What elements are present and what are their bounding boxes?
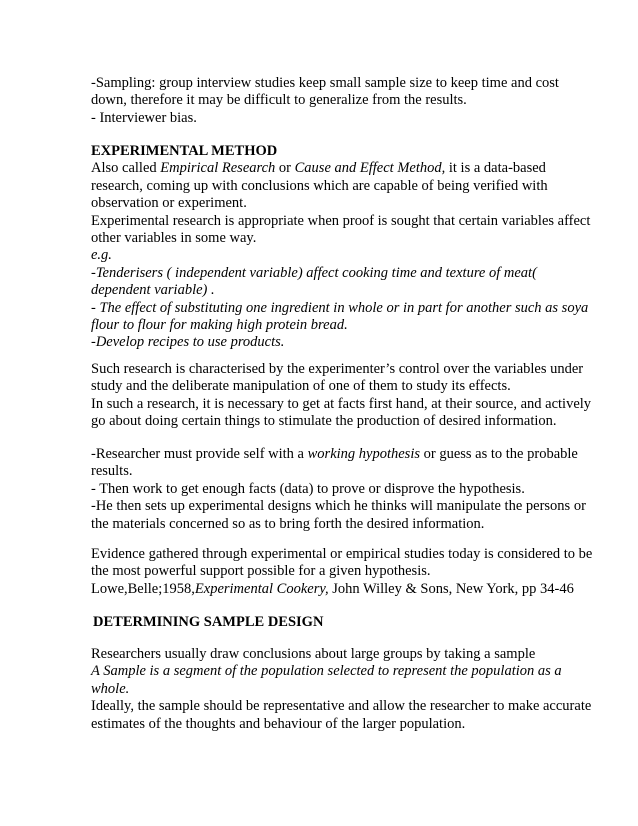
text-line: Experimental research is appropriate when proof is sought that certain variables affect: [91, 212, 591, 229]
text-line: the most powerful support possible for a given hypothesis.: [91, 563, 431, 580]
reference-title: Experimental Cookery,: [194, 580, 329, 597]
text-line: down, therefore it may be difficult to generalize from the results.: [91, 92, 467, 109]
text-line: In such a research, it is necessary to get at facts first hand, at their source, and actively: [91, 395, 592, 412]
emphasis-text: Cause and Effect Method,: [294, 160, 446, 177]
text-line: estimates of the thoughts and behaviour of the larger population.: [91, 715, 466, 732]
text-line: go about doing certain things to stimulate the production of desired information.: [91, 413, 557, 430]
text-line: other variables in some way.: [91, 229, 257, 246]
text-line: Such research is characterised by the experimenter’s control over the variables under: [91, 361, 584, 377]
section-heading: DETERMINING SAMPLE DESIGN: [93, 614, 324, 630]
emphasis-text: Empirical Research: [160, 160, 276, 177]
text-line: [91, 160, 611, 177]
example-line: - The effect of substituting one ingredient in whole or in part for another such as soya: [91, 299, 589, 316]
reference-line: [91, 581, 611, 598]
text-line: -Sampling: group interview studies keep small sample size to keep time and cost: [91, 75, 559, 91]
sample-design-heading-block: [93, 614, 613, 631]
text-line: study and the deliberate manipulation of one of them to study its effects.: [91, 378, 511, 395]
text-run: it is a data-based: [445, 160, 546, 177]
text-line: Researchers usually draw conclusions about large groups by taking a sample: [91, 646, 536, 662]
sample-design-paragraph: [91, 646, 611, 733]
definition-line: A Sample is a segment of the population selected to represent the population as a: [91, 663, 562, 680]
example-line: dependent variable) .: [91, 282, 215, 299]
text-run: John Willey & Sons, New York, pp 34-46: [328, 580, 574, 597]
text-run: Also called: [91, 160, 161, 177]
text-run: Lowe,Belle;1958,: [91, 580, 195, 597]
example-line: -Tenderisers ( independent variable) affect cooking time and texture of meat(: [91, 264, 537, 281]
text-line: the materials concerned so as to bring forth the desired information.: [91, 515, 485, 532]
example-line: flour to flour for making high protein bread.: [91, 316, 348, 333]
text-run: or guess as to the probable: [420, 446, 578, 462]
text-line: research, coming up with conclusions which are capable of being verified with: [91, 177, 548, 194]
text-line: -He then sets up experimental designs which he thinks will manipulate the persons or: [91, 498, 586, 515]
evidence-paragraph: [91, 546, 611, 598]
text-run: or: [275, 160, 295, 177]
sampling-paragraph: [91, 75, 611, 127]
definition-line: whole.: [91, 680, 130, 697]
experimental-method-section: [91, 143, 611, 352]
example-label: e.g.: [91, 247, 112, 264]
example-line: -Develop recipes to use products.: [91, 334, 285, 351]
text-line: - Then work to get enough facts (data) to prove or disprove the hypothesis.: [91, 480, 525, 497]
text-line: Evidence gathered through experimental or empirical studies today is considered to be: [91, 546, 593, 562]
text-line: [91, 446, 611, 463]
text-run: -Researcher must provide self with a: [91, 446, 308, 462]
text-line: observation or experiment.: [91, 195, 247, 212]
researcher-paragraph: [91, 446, 611, 533]
text-line: Ideally, the sample should be representative and allow the researcher to make accurate: [91, 698, 592, 715]
text-line: results.: [91, 463, 133, 480]
section-heading: EXPERIMENTAL METHOD: [91, 143, 278, 159]
text-line: - Interviewer bias.: [91, 109, 197, 126]
characterised-paragraph: [91, 361, 611, 431]
emphasis-text: working hypothesis: [307, 446, 420, 462]
